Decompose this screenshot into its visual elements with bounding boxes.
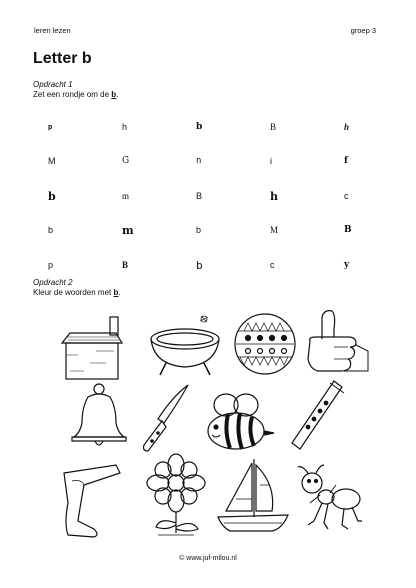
ball-icon[interactable]: [232, 311, 298, 377]
letter-cell[interactable]: c: [344, 190, 349, 201]
letter-cell[interactable]: h: [344, 121, 350, 132]
exercise1-instruction-end: .: [116, 90, 119, 99]
copyright-footer: © www.juf-milou.nl: [179, 555, 237, 562]
letter-row: [48, 179, 368, 214]
letter-cell[interactable]: M: [48, 156, 56, 167]
leg-icon[interactable]: [60, 463, 132, 539]
flower-icon[interactable]: [140, 453, 212, 539]
ant-icon[interactable]: [294, 463, 364, 535]
letter-cell[interactable]: p: [48, 259, 54, 270]
letter-grid: [48, 110, 368, 283]
knife-icon[interactable]: [138, 383, 194, 455]
exercise2-instruction: [33, 288, 121, 297]
letter-cell[interactable]: b: [48, 225, 54, 236]
letter-cell[interactable]: m: [122, 224, 134, 238]
letter-cell[interactable]: m: [122, 190, 130, 201]
letter-cell[interactable]: f: [344, 156, 348, 167]
letter-cell[interactable]: p: [48, 122, 53, 131]
header-right: groep 3: [350, 26, 376, 35]
letter-cell[interactable]: B: [196, 190, 203, 201]
letter-cell[interactable]: n: [196, 156, 202, 167]
exercise2-instruction-end: .: [118, 288, 121, 297]
letter-cell[interactable]: b: [48, 189, 56, 203]
letter-cell[interactable]: B: [122, 259, 129, 270]
letter-cell[interactable]: B: [344, 225, 352, 236]
exercise2-target-letter: b: [113, 288, 119, 297]
letter-cell[interactable]: G: [122, 156, 130, 167]
letter-cell[interactable]: b: [196, 225, 202, 236]
exercise1-label: Opdracht 1: [33, 80, 73, 89]
bowl-icon[interactable]: [146, 313, 224, 377]
page-title: Letter b: [33, 50, 92, 67]
letter-row: [48, 110, 368, 145]
letter-cell[interactable]: i: [270, 156, 272, 167]
letter-cell[interactable]: h: [122, 121, 128, 132]
exercise2-instruction-text: Kleur de woorden met: [33, 288, 114, 297]
exercise1-target-letter: b: [111, 90, 117, 99]
letter-row: [48, 248, 368, 283]
letter-cell[interactable]: M: [270, 225, 279, 236]
flute-icon[interactable]: [286, 379, 346, 455]
exercise2-label: Opdracht 2: [33, 278, 73, 287]
bell-icon[interactable]: [68, 383, 130, 449]
letter-cell[interactable]: B: [270, 121, 277, 132]
letter-cell[interactable]: c: [270, 259, 275, 270]
boat-icon[interactable]: [216, 455, 292, 535]
exercise1-instruction: [33, 90, 118, 99]
bee-icon[interactable]: [204, 391, 276, 453]
letter-cell[interactable]: h: [270, 189, 278, 203]
picture-grid: [40, 303, 380, 543]
house-icon[interactable]: [56, 315, 126, 383]
header-left: leren lezen: [34, 26, 71, 35]
letter-row: [48, 214, 368, 249]
letter-row: [48, 145, 368, 180]
exercise1-instruction-text: Zet een rondje om de: [33, 90, 112, 99]
letter-cell[interactable]: y: [344, 259, 350, 270]
letter-cell[interactable]: b: [196, 258, 203, 272]
letter-cell[interactable]: b: [196, 121, 203, 132]
thumb-icon[interactable]: [304, 307, 370, 377]
